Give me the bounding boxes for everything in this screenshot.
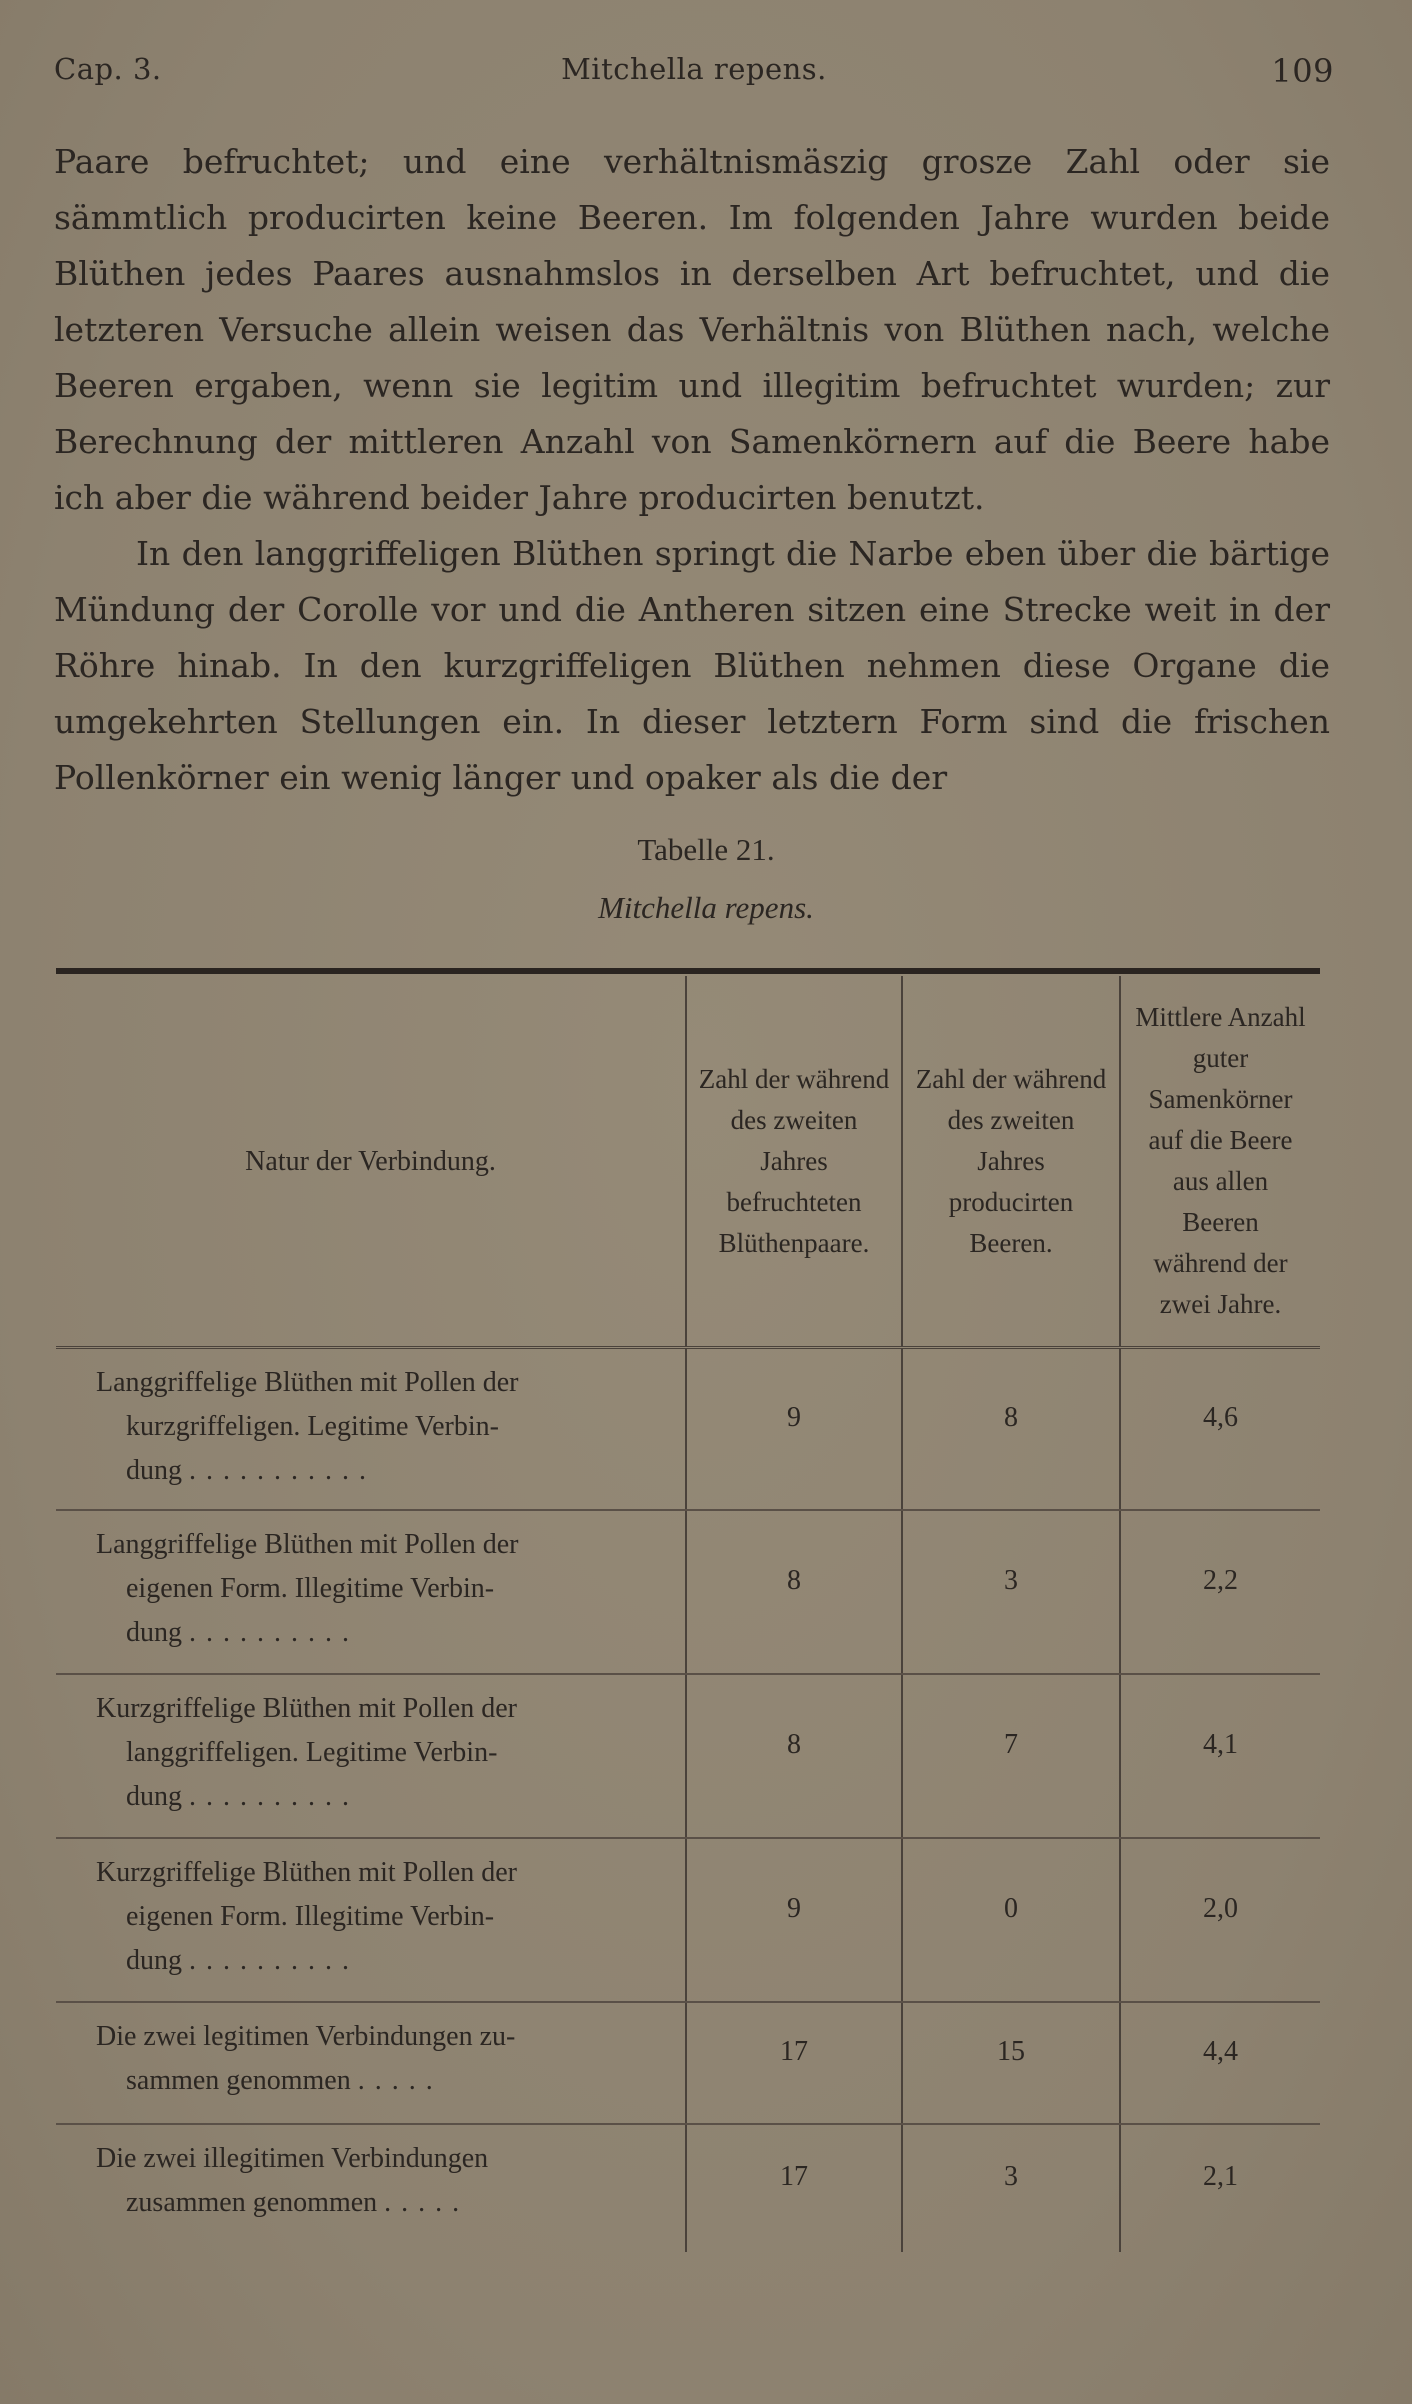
paragraph-2: In den langgriffeligen Blüthen springt die Narbe eben über die bärtige Mündung der Corolle vor und die Antheren sitzen eine Strecke weit in der Röhre hinab. In den kurzgriffeligen Blüthen nehmen diese Organe die umgekehrten Stellungen ein. In dieser letztern Form sind die frischen Pollenkörner ein wenig länger und opaker als die der [54,534,1330,797]
table-row [56,1510,1320,1674]
cell-seeds: 2,0 [1120,1838,1320,2002]
cell-berries: 0 [902,1838,1120,2002]
header-combination: Natur der Verbindung. [56,976,686,1348]
cell-seeds: 2,1 [1120,2124,1320,2252]
body-text [54,134,1330,806]
cell-flower-pairs: 17 [686,2124,902,2252]
table-header-row [56,976,1320,1348]
table-row [56,2002,1320,2124]
paragraph-1: Paare befruchtet; und eine verhältnismäszig grosze Zahl oder sie sämmtlich producirten keine Beeren. Im folgenden Jahre wurden beide Blüthen jedes Paares ausnahmslos in derselben Art befruchtet, und die letzteren Versuche allein weisen das Verhältnis von Blüthen nach, welche Beeren ergaben, wenn sie legitim und illegitim befruchtet wurden; zur Berechnung der mittleren Anzahl von Samenkörnern auf die Beere habe ich aber die während beider Jahre producirten benutzt. [54,142,1330,517]
table-row [56,2124,1320,2252]
cell-flower-pairs: 17 [686,2002,902,2124]
cell-flower-pairs: 8 [686,1510,902,1674]
row-description: Die zwei illegitimen Verbindungen zusammen genommen ..... [96,2142,489,2218]
cell-berries: 3 [902,2124,1120,2252]
table-row [56,1348,1320,1510]
header-berries: Zahl der während des zweiten Jahres producirten Beeren. [902,976,1120,1348]
header-seeds: Mittlere Anzahl guter Samenkörner auf die Beere aus allen Beeren während der zwei Jahre. [1120,976,1320,1348]
row-description: Langgriffelige Blüthen mit Pollen der eigenen Form. Illegitime Verbin- dung .......... [56,1510,686,1674]
cell-seeds: 4,4 [1120,2002,1320,2124]
table-subcaption: Mitchella repens. [598,890,814,925]
running-title: Mitchella repens. [561,52,827,86]
table-row [56,1838,1320,2002]
header-flower-pairs: Zahl der während des zweiten Jahres befruchteten Blüthenpaare. [686,976,902,1348]
row-description: Kurzgriffelige Blüthen mit Pollen der eigenen Form. Illegitime Verbin- dung .......... [56,1838,686,2002]
chapter-label: Cap. 3. [54,52,162,86]
cell-berries: 7 [902,1674,1120,1838]
cell-seeds: 2,2 [1120,1510,1320,1674]
row-description: Langgriffelige Blüthen mit Pollen der kurzgriffeligen. Legitime Verbin- dung ........... [56,1348,686,1510]
table-caption: Tabelle 21. [637,832,775,867]
results-table [56,976,1320,2252]
cell-flower-pairs: 8 [686,1674,902,1838]
cell-seeds: 4,6 [1120,1348,1320,1510]
cell-berries: 3 [902,1510,1120,1674]
cell-berries: 8 [902,1348,1120,1510]
cell-flower-pairs: 9 [686,1838,902,2002]
row-description: Die zwei legitimen Verbindungen zu- sammen genommen ..... [56,2002,686,2124]
running-header [54,52,1334,92]
table-top-rule [56,968,1320,974]
table-row [56,1674,1320,1838]
cell-berries: 15 [902,2002,1120,2124]
row-description: Kurzgriffelige Blüthen mit Pollen der langgriffeligen. Legitime Verbin- dung .......... [56,1674,686,1838]
page-number: 109 [1271,52,1334,90]
cell-flower-pairs: 9 [686,1348,902,1510]
cell-seeds: 4,1 [1120,1674,1320,1838]
